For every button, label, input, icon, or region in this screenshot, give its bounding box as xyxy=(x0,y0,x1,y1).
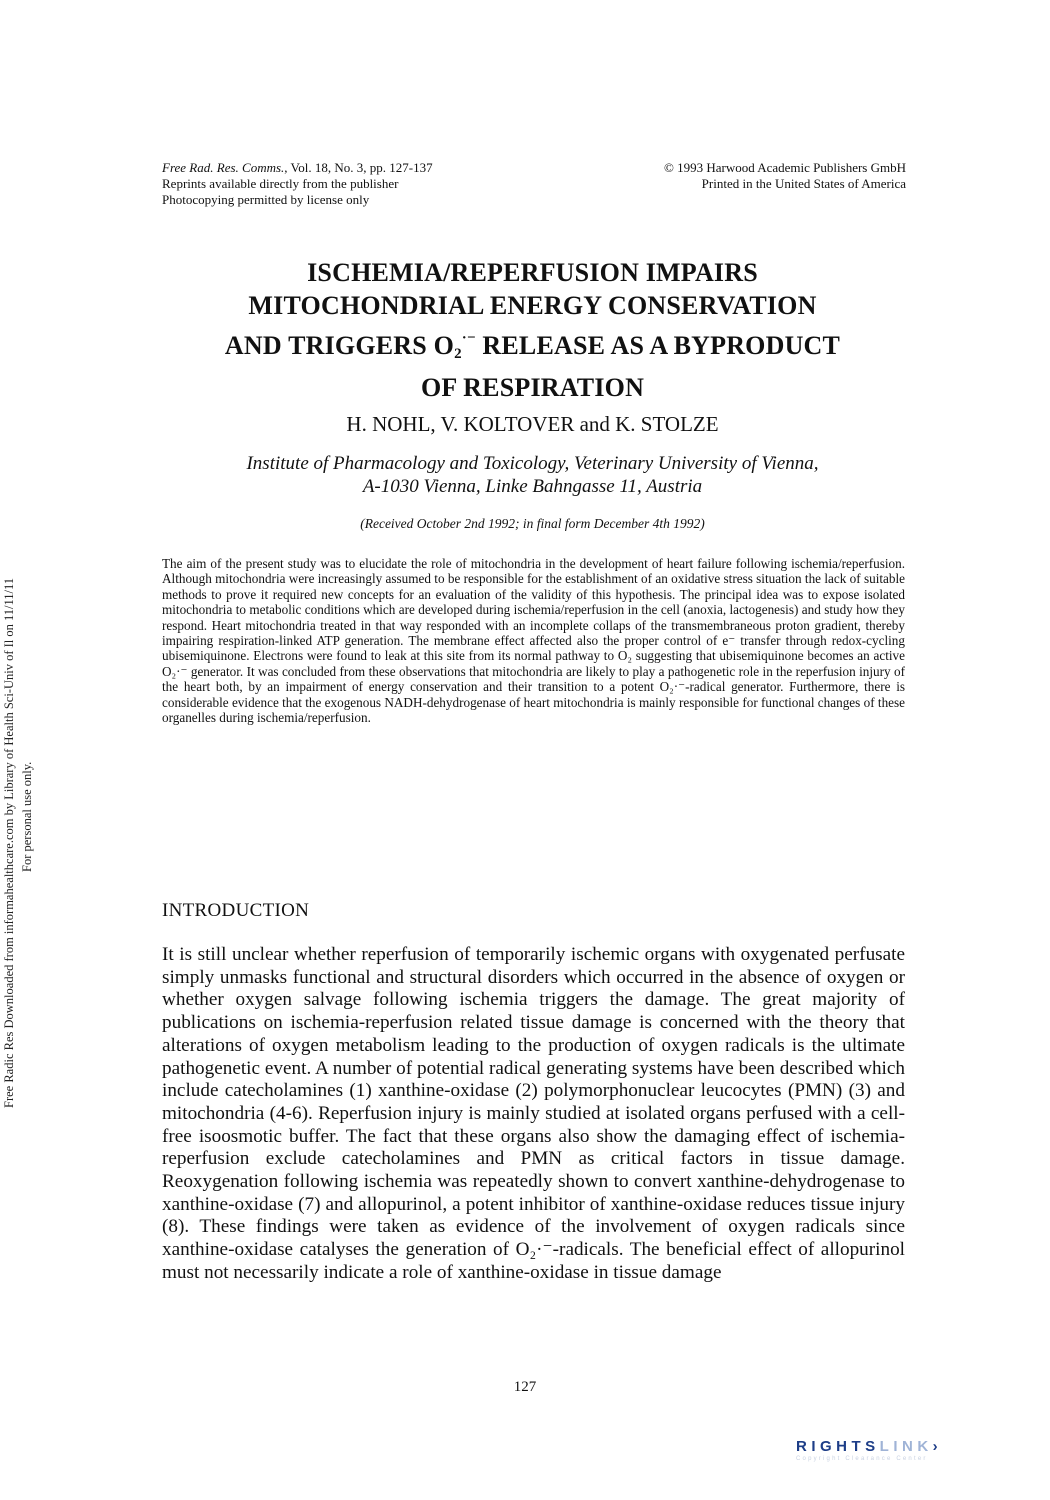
received-dates: (Received October 2nd 1992; in final form December 4th 1992) xyxy=(360,516,705,531)
copyright-line: © 1993 Harwood Academic Publishers GmbH xyxy=(663,160,906,175)
title-line-4: OF RESPIRATION xyxy=(420,373,645,402)
introduction-text: It is still unclear whether reperfusion of temporarily ischemic organs with oxygenated perfusate simply unmasks functional and structural disorders which occurred in the absence of oxygen or whether oxygen salvage following ischemia triggers the damage. The great majority of publications on ischemia-reperfusion related tissue damage is concerned with the theory that alterations of oxygen metabolism leading to the production of oxygen radicals is the ultimate pathogenetic event. A number of potential radical generating systems have been described which include catecholamines (1) xanthine-oxidase (2) polymorphonuclear leucocytes (PMN) (3) and mitochondria (4-6). Reperfusion injury is mainly studied at isolated organs perfused with a cell-free isoosmotic buffer. The fact that these organs also show the damaging effect of ischemia-reperfusion exclude catecholamines and PMN as critical factors in tissue damage. Reoxygenation following ischemia was repeatedly shown to convert xanthine-dehydrogenase to xanthine-oxidase (7) and allopurinol, a potent inhibitor of xanthine-oxidase reduces tissue injury (8). These findings were taken as evidence of the involvement of oxygen radicals since xanthine-oxidase catalyses the generation of O₂·⁻-radicals. The beneficial effect of allopurinol must not necessarily indicate a role of xanthine-oxidase in tissue damage xyxy=(162,944,905,1283)
publisher-header xyxy=(664,160,906,192)
photocopying-note: Photocopying permitted by license only xyxy=(162,192,370,207)
printed-in-line: Printed in the United States of America xyxy=(701,176,906,191)
logo-subtitle: Copyright Clearance Center xyxy=(796,1456,928,1462)
abstract: The aim of the present study was to elucidate the role of mitochondria in the development of heart failure following ischemia/reperfusion. Although mitochondria were increasingly assumed to be responsible for the establishment of an oxidative stress situation the lack of suitable methods to prove it required new concepts for an evaluation of the validity of this hypothesis. The principal idea was to expose isolated mitochondria to metabolic conditions which are developed during ischemia/reperfusion in the cell (anoxia, lactogenesis) and study how they respond. Heart mitochondria treated in that way responded with an incomplete collaps of the transmembraneous proton gradient, thereby impairing respiration-linked ATP generation. The membrane effect affected also the proper control of e⁻ transfer through redox-cycling ubisemiquinone. Electrons were found to leak at this site from its normal pathway to O₂ suggesting that ubisemiquinone becomes an active O₂·⁻ generator. It was concluded from these observations that mitochondria are likely to play a pathogenetic role in the reperfusion injury of the heart both, by an impairment of energy conservation and their transition to a potent O₂·⁻-radical generator. Furthermore, there is considerable evidence that the exogenous NADH-dehydrogenase of heart mitochondria is mainly responsible for functional changes of these organelles during ischemia/reperfusion. xyxy=(162,556,905,726)
affiliation-line-2: A-1030 Vienna, Linke Bahngasse 11, Austria xyxy=(362,476,703,497)
affiliation xyxy=(160,452,905,498)
journal-citation: Free Rad. Res. Comms., Vol. 18, No. 3, pp. 127-137 xyxy=(162,160,433,175)
journal-header xyxy=(162,160,433,208)
affiliation-line-1: Institute of Pharmacology and Toxicology, Veterinary University of Vienna, xyxy=(246,453,819,474)
section-heading: INTRODUCTION xyxy=(162,900,310,921)
logo-text-light: LINK xyxy=(879,1438,933,1455)
personal-use-watermark: For personal use only. xyxy=(20,761,34,872)
title-line-1: ISCHEMIA/REPERFUSION IMPAIRS xyxy=(307,258,758,287)
page-number: 127 xyxy=(513,1379,537,1395)
reprints-note: Reprints available directly from the publisher xyxy=(162,176,399,191)
authors: H. NOHL, V. KOLTOVER and K. STOLZE xyxy=(346,412,719,436)
logo-arrow-icon: › xyxy=(932,1438,943,1455)
download-watermark: Free Radic Res Downloaded from informahealthcare.com by Library of Health Sci-Univ of Il on 11/11/11 xyxy=(2,577,16,1108)
title-line-3: AND TRIGGERS $O_2^{\cdot-}$ RELEASE AS A BYPRODUCT xyxy=(224,330,841,362)
article-title xyxy=(160,256,905,404)
rightslink-logo[interactable] xyxy=(796,1438,1016,1472)
title-line-2: MITOCHONDRIAL ENERGY CONSERVATION xyxy=(248,291,817,320)
logo-text-dark: RIGHTS xyxy=(796,1438,880,1455)
